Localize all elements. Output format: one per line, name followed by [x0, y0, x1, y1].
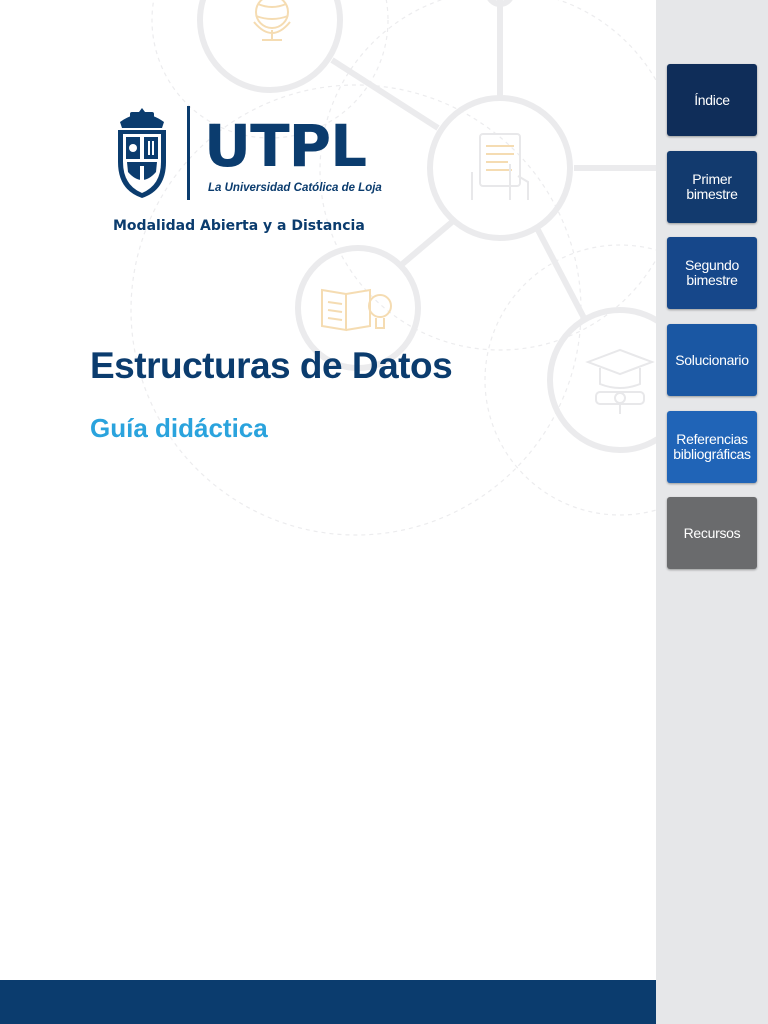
nav-button-label: Solucionario [675, 351, 749, 368]
book-lightbulb-icon [322, 290, 391, 330]
tablet-hand-icon [472, 134, 528, 200]
utpl-logo [108, 104, 408, 244]
nav-primer-bimestre-button[interactable] [667, 151, 757, 223]
logo-divider [187, 106, 190, 200]
nav-button-label: Índice [694, 91, 730, 108]
background-network-illustration [0, 0, 656, 560]
document-subtitle: Guía didáctica [90, 413, 268, 443]
document-title: Estructuras de Datos [90, 345, 453, 386]
crest-icon [112, 106, 172, 200]
sidebar-nav [656, 0, 768, 1024]
modality-label: Modalidad Abierta y a Distancia [113, 218, 365, 234]
nav-button-label: Primer bimestre [686, 171, 738, 202]
logo-tagline: La Universidad Católica de Loja [208, 182, 382, 194]
nav-button-label: Recursos [683, 524, 741, 541]
graduation-cap-icon [588, 350, 652, 414]
nav-button-label: Referencias bibliográficas [673, 431, 751, 462]
footer-bar [0, 980, 656, 1024]
nav-button-label: Segundo bimestre [685, 257, 739, 288]
globe-icon [254, 0, 290, 40]
nav-referencias-button[interactable] [667, 411, 757, 483]
nav-segundo-bimestre-button[interactable] [667, 237, 757, 309]
logo-name: UTPL [204, 112, 367, 180]
nav-indice-button[interactable] [667, 64, 757, 136]
nav-solucionario-button[interactable] [667, 324, 757, 396]
nav-recursos-button[interactable] [667, 497, 757, 569]
